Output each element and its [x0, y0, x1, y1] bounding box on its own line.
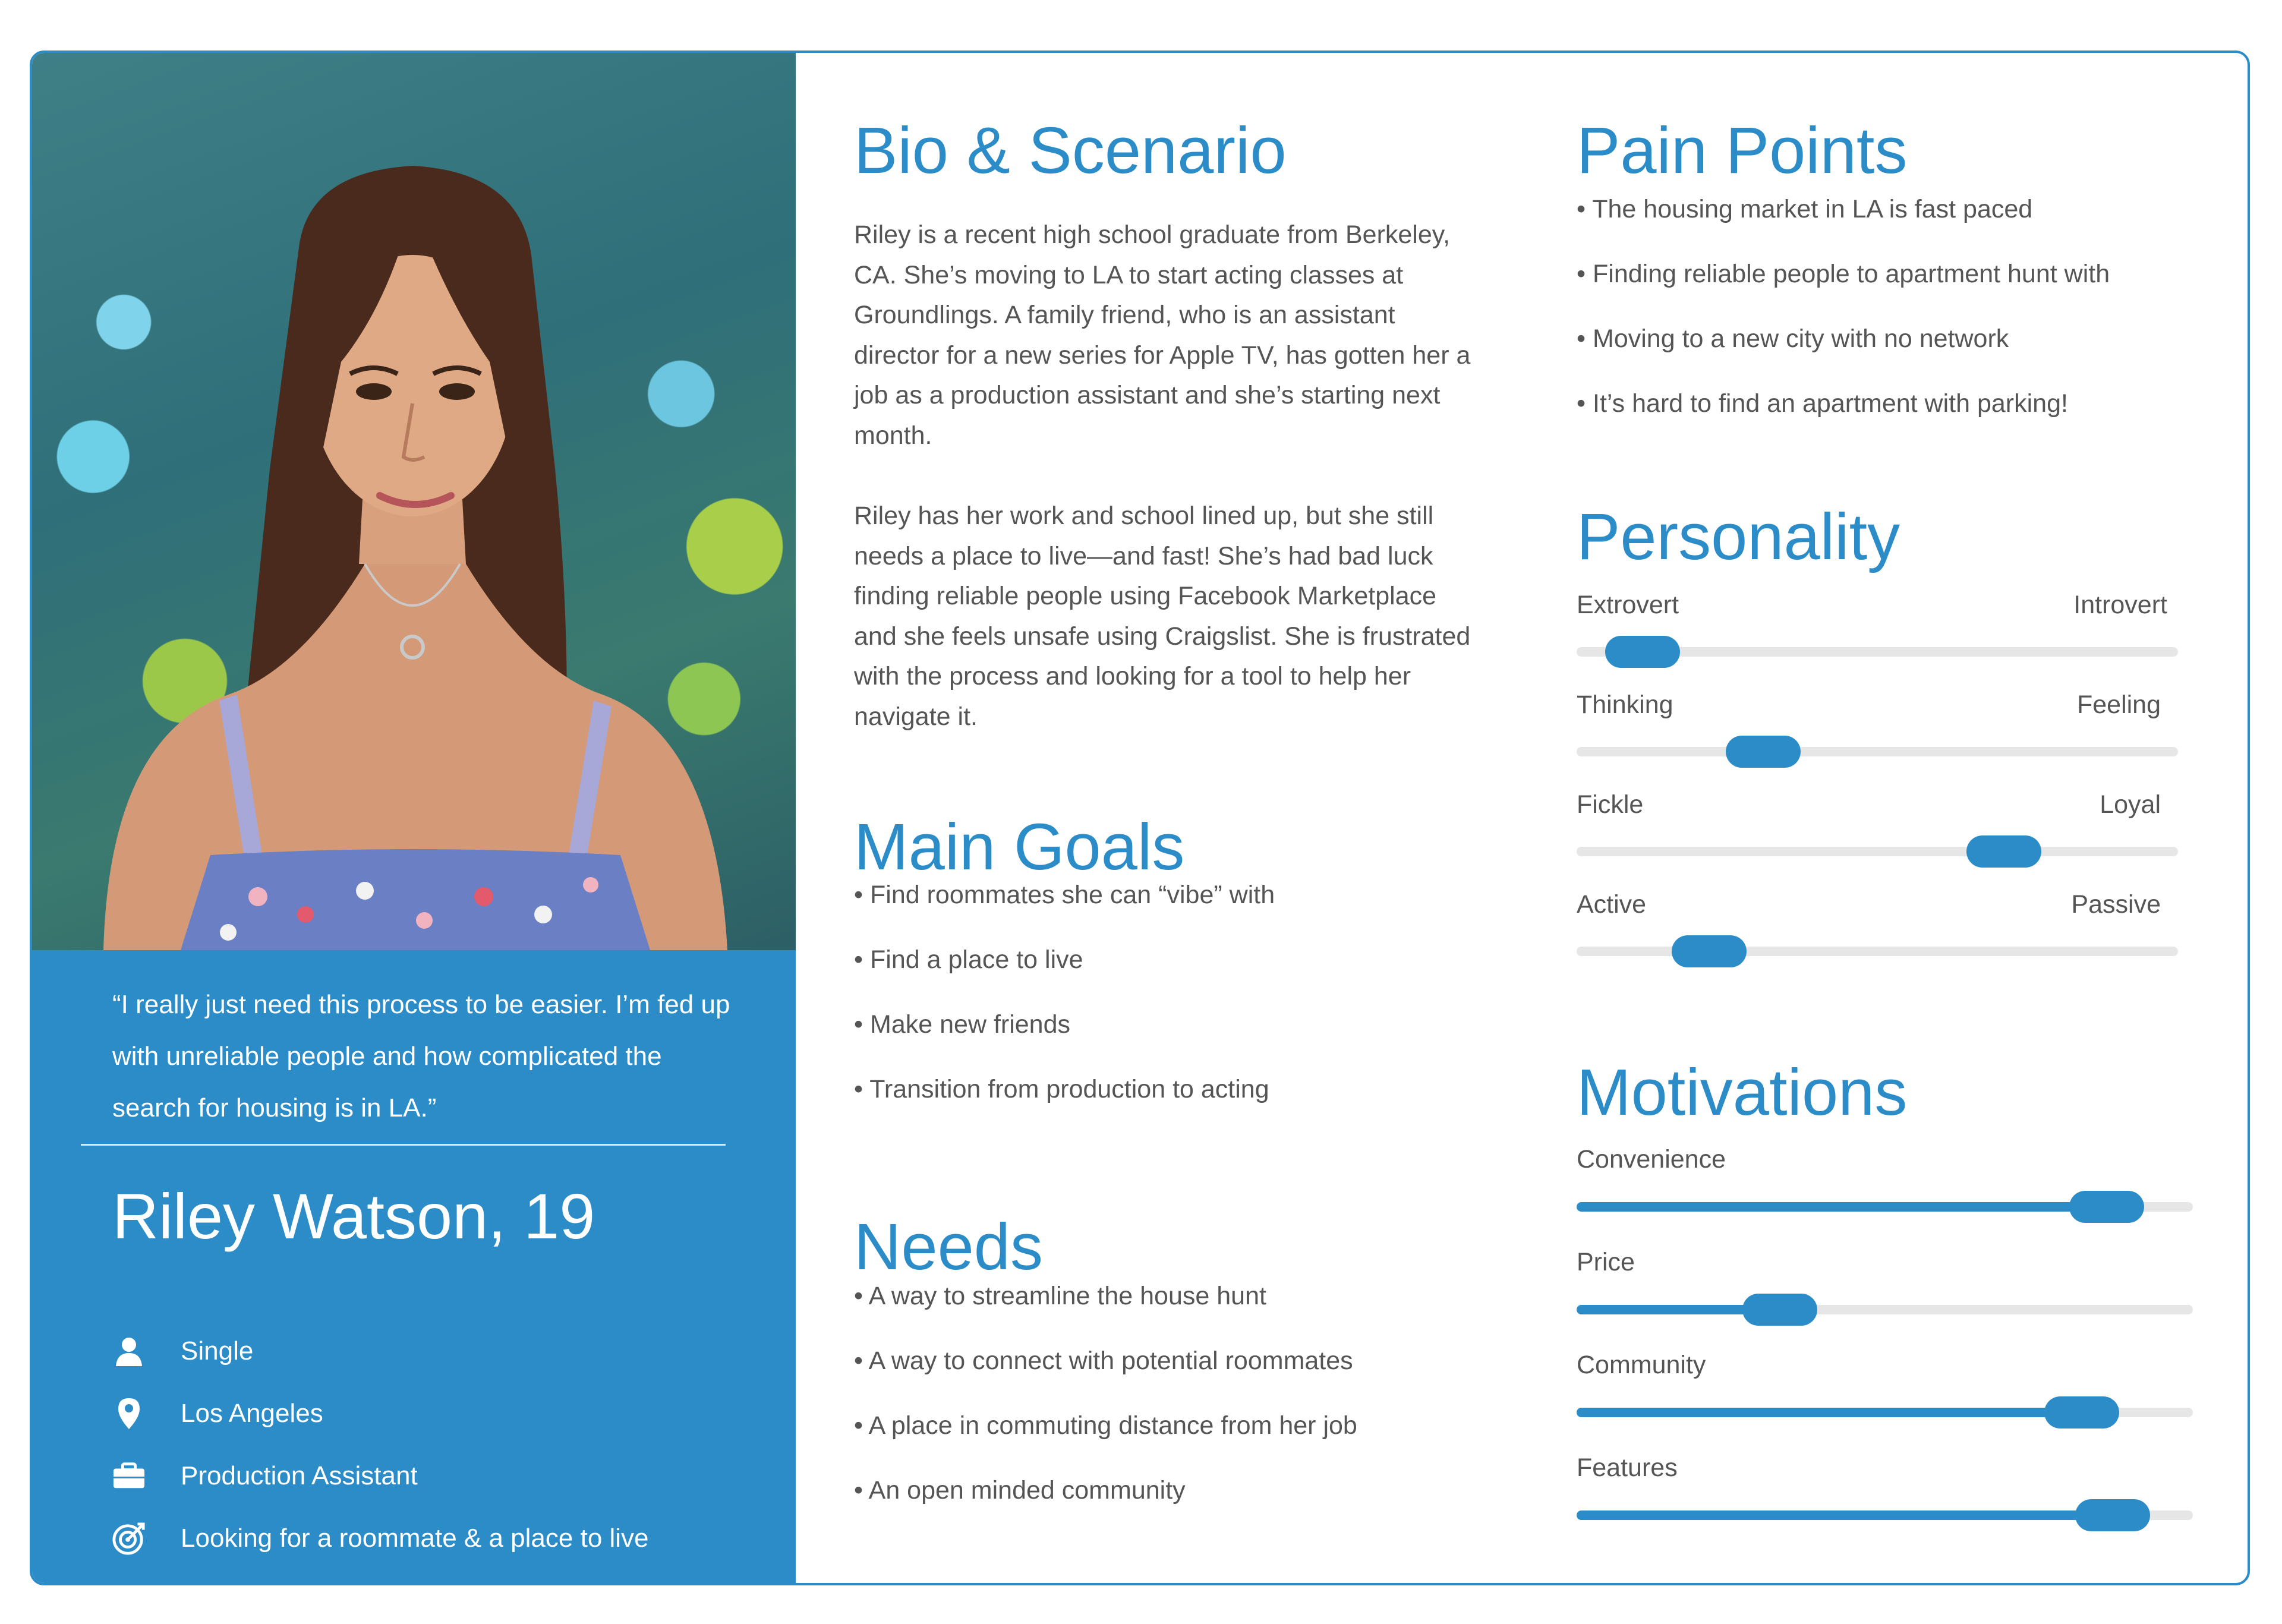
- trait-slider-knob: [1672, 935, 1747, 967]
- needs-list: [854, 1281, 1357, 1540]
- persona-sidebar: [32, 53, 796, 1583]
- bio-paragraph-1: Riley is a recent high school graduate from Berkeley, CA. She’s moving to LA to start acting classes at Groundlings. A family friend, who is an assistant director for a new series for Apple TV, has gotten her a job as a production assistant and she’s starting next month.: [854, 220, 1471, 450]
- trait-left-label: Thinking: [1577, 690, 1673, 719]
- motivation-bar-knob: [2044, 1396, 2119, 1429]
- trait-right-label: Introvert: [2073, 591, 2167, 619]
- motivation-bar-track: [1577, 1511, 2193, 1520]
- trait-left-label: Extrovert: [1577, 591, 1679, 619]
- needs-title: Needs: [854, 1210, 1043, 1284]
- motivation-label: Community: [1577, 1351, 1706, 1379]
- persona-photo: [32, 53, 796, 950]
- motivation-label: Features: [1577, 1453, 1678, 1482]
- trait-slider-track: [1577, 747, 2178, 756]
- motivation-bar-track: [1577, 1408, 2193, 1417]
- fact-relationship: [112, 1333, 254, 1369]
- bio-paragraph-2: Riley has her work and school lined up, but she still needs a place to live—and fast! She’s had bad luck finding reliable people using Facebook Marketplace and she feels unsafe using Craigslist. She is frustrated with the process and looking for a tool to help her navigate it.: [854, 502, 1471, 731]
- list-item: • Finding reliable people to apartment hunt with: [1577, 259, 2110, 324]
- fact-goal: [112, 1521, 649, 1556]
- person-icon: [112, 1335, 146, 1368]
- motivation-bar-fill: [1577, 1511, 2113, 1520]
- target-icon: [112, 1522, 146, 1555]
- motivation-bar-knob: [2069, 1191, 2144, 1223]
- trait-slider-knob: [1966, 835, 2041, 868]
- list-item: • A place in commuting distance from her job: [854, 1411, 1357, 1475]
- trait-slider-knob: [1726, 736, 1801, 768]
- list-item: • A way to connect with potential roommates: [854, 1346, 1357, 1411]
- trait-slider-track: [1577, 947, 2178, 956]
- trait-right-label: Feeling: [2076, 690, 2161, 719]
- motivations-title: Motivations: [1577, 1056, 1908, 1129]
- trait-left-label: Active: [1577, 890, 1647, 919]
- list-item: • An open minded community: [854, 1475, 1357, 1540]
- motivation-label: Convenience: [1577, 1145, 1726, 1174]
- panel-divider: [81, 1144, 726, 1146]
- trait-slider-track: [1577, 847, 2178, 856]
- fact-text: Production Assistant: [181, 1461, 418, 1490]
- fact-occupation: [112, 1458, 418, 1494]
- list-item: • The housing market in LA is fast paced: [1577, 194, 2110, 259]
- trait-left-label: Fickle: [1577, 790, 1644, 819]
- briefcase-icon: [112, 1459, 146, 1493]
- main-goals-title: Main Goals: [854, 811, 1185, 884]
- list-item: • A way to streamline the house hunt: [854, 1281, 1357, 1346]
- list-item: • Make new friends: [854, 1010, 1275, 1074]
- fact-location: [112, 1396, 323, 1431]
- bio-title: Bio & Scenario: [854, 114, 1287, 187]
- persona-summary-panel: [32, 950, 796, 1585]
- trait-slider-knob: [1605, 636, 1680, 668]
- motivation-bar-fill: [1577, 1408, 2082, 1417]
- list-item: • Moving to a new city with no network: [1577, 324, 2110, 389]
- pain-points-list: [1577, 194, 2110, 453]
- motivation-bar-track: [1577, 1202, 2193, 1212]
- fact-text: Los Angeles: [181, 1399, 323, 1428]
- trait-slider-track: [1577, 647, 2178, 657]
- location-pin-icon: [112, 1397, 146, 1430]
- list-item: • Transition from production to acting: [854, 1074, 1275, 1139]
- persona-quote: “I really just need this process to be easier. I’m fed up with unreliable people and how complicated the search for housing is in LA.”: [112, 990, 730, 1122]
- persona-name: Riley Watson, 19: [112, 1180, 595, 1252]
- motivation-bar-knob: [2075, 1499, 2150, 1531]
- motivation-bar-fill: [1577, 1202, 2107, 1212]
- portrait-illustration: [32, 53, 796, 950]
- trait-right-label: Loyal: [2100, 790, 2161, 819]
- fact-text: Single: [181, 1336, 254, 1366]
- personality-title: Personality: [1577, 500, 1900, 573]
- motivation-bar-track: [1577, 1305, 2193, 1314]
- pain-points-title: Pain Points: [1577, 114, 1908, 187]
- fact-text: Looking for a roommate & a place to live: [181, 1524, 649, 1553]
- list-item: • Find roommates she can “vibe” with: [854, 880, 1275, 945]
- motivation-bar-knob: [1742, 1294, 1817, 1326]
- persona-card: [30, 51, 2250, 1585]
- list-item: • It’s hard to find an apartment with parking!: [1577, 389, 2110, 453]
- motivation-label: Price: [1577, 1248, 1635, 1276]
- list-item: • Find a place to live: [854, 945, 1275, 1010]
- main-goals-list: [854, 880, 1275, 1139]
- trait-right-label: Passive: [2071, 890, 2161, 919]
